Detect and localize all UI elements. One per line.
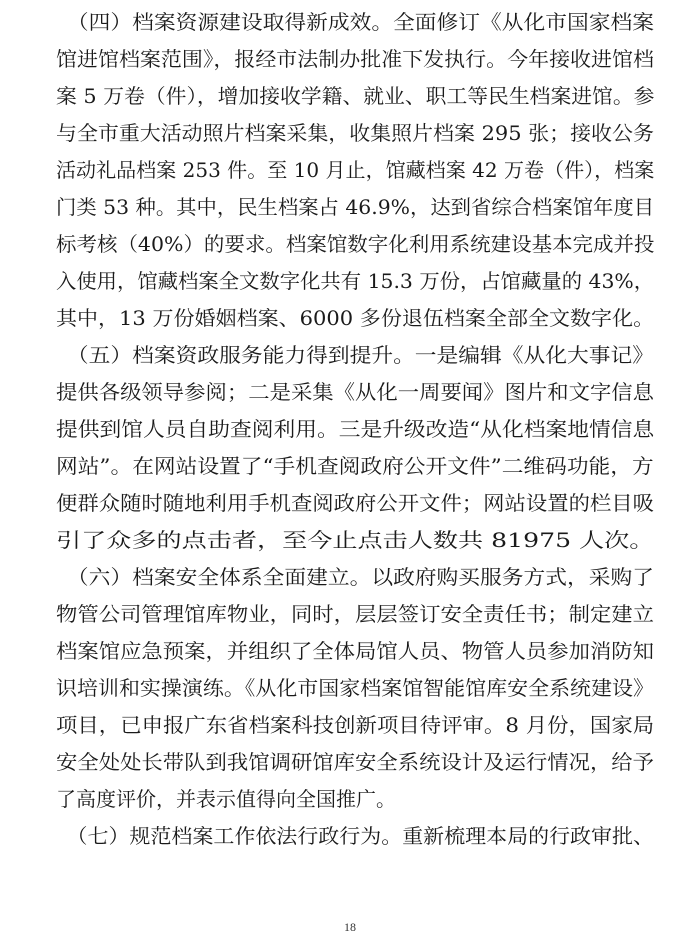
text-line: 安全处处长带队到我馆调研馆库安全系统设计及运行情况，给予: [56, 750, 655, 774]
text-line: 与全市重大活动照片档案采集，收集照片档案 295 张；接收公务: [56, 121, 654, 145]
text-line: 提供到馆人员自助查阅利用。三是升级改造“从化档案地情信息: [56, 417, 655, 441]
text-line: 门类 53 种。其中，民生档案占 46.9%，达到省综合档案馆年度目: [56, 195, 655, 219]
text-line: 提供各级领导参阅；二是采集《从化一周要闻》图片和文字信息: [56, 380, 655, 404]
text-line: 项目，已申报广东省档案科技创新项目待评审。8 月份，国家局: [56, 713, 655, 737]
text-line: 活动礼品档案 253 件。至 10 月止，馆藏档案 42 万卷（件），档案: [56, 158, 655, 182]
text-line: 网站”。在网站设置了“手机查阅政府公开文件”二维码功能，方: [56, 454, 654, 478]
text-line: （四）档案资源建设取得新成效。全面修订《从化市国家档案: [56, 10, 655, 34]
text-line: 档案馆应急预案，并组织了全体局馆人员、物管人员参加消防知: [56, 639, 655, 663]
text-line: 便群众随时随地利用手机查阅政府公开文件；网站设置的栏目吸: [56, 491, 655, 515]
text-line: 物管公司管理馆库物业，同时，层层签订安全责任书；制定建立: [56, 602, 655, 626]
text-line: 案 5 万卷（件），增加接收学籍、就业、职工等民生档案进馆。参: [56, 84, 655, 108]
text-line: 了高度评价，并表示值得向全国推广。: [56, 787, 396, 811]
text-line: （六）档案安全体系全面建立。以政府购买服务方式，采购了: [56, 565, 655, 589]
text-line: 引了众多的点击者，至今止点击人数共 81975 人次。: [56, 528, 655, 552]
text-line: 其中，13 万份婚姻档案、6000 多份退伍档案全部全文数字化。: [56, 306, 655, 330]
text-line: 馆进馆档案范围》，报经市法制办批准下发执行。今年接收进馆档: [56, 47, 654, 71]
text-line: （七）规范档案工作依法行政行为。重新梳理本局的行政审批、: [56, 824, 654, 848]
text-line: 识培训和实操演练。《从化市国家档案馆智能馆库安全系统建设》: [56, 676, 654, 700]
page-number: 18: [344, 920, 356, 934]
text-line: （五）档案资政服务能力得到提升。一是编辑《从化大事记》: [56, 343, 655, 367]
text-line: 标考核（40%）的要求。档案馆数字化利用系统建设基本完成并投: [56, 232, 655, 256]
text-line: 入使用，馆藏档案全文数字化共有 15.3 万份，占馆藏量的 43%，: [56, 269, 655, 293]
